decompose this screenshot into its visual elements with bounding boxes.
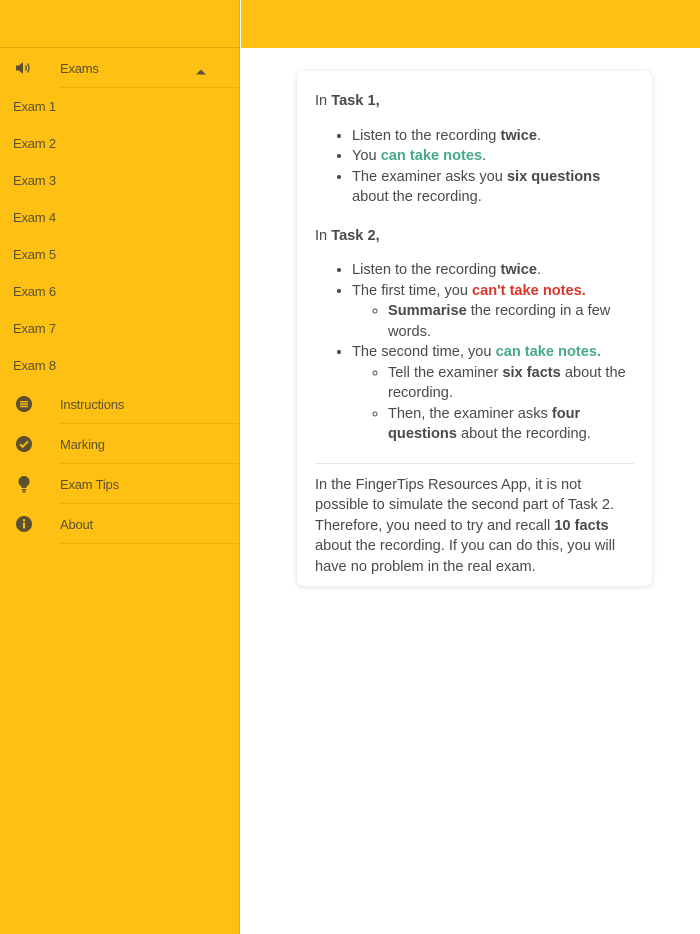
sidebar-item-exam-5[interactable]: Exam 5 [13,247,56,262]
sidebar-item-exam-1[interactable]: Exam 1 [13,99,56,114]
list-item: • The second time, you can take notes. ◦ Tell the examiner six facts about the recording. ◦ Then, the examiner asks four questions about the recording. [352,342,634,445]
caret-up-icon[interactable] [195,63,207,78]
task1-heading: In Task 1, [315,93,380,109]
sidebar-header [0,0,239,48]
app-note: In the FingerTips Resources App, it is not possible to simulate the second part of Task 2. Therefore, you need to try and recall 10 facts about the recording. If you can do this, you will have no problem in the real exam. [315,476,616,575]
list-item: • The first time, you can't take notes. ◦ Summarise the recording in a few words. [352,281,634,343]
sub-list [352,363,634,445]
sidebar-item-exams[interactable] [0,48,239,88]
instructions-card [297,71,652,586]
sidebar-item-label: Exams [60,60,99,76]
sidebar-item-marking[interactable] [0,424,239,464]
sidebar-item-exam-7[interactable]: Exam 7 [13,321,56,336]
list-item: • Listen to the recording twice. [352,260,634,281]
task2-list [315,260,634,445]
sidebar-item-about[interactable] [0,504,239,544]
speaker-icon [15,59,33,77]
sidebar [0,0,240,934]
task1-list [315,126,634,208]
list-item: ◦ Summarise the recording in a few words. [388,301,634,342]
task2-heading: In Task 2, [315,227,380,244]
sidebar-item-label: About [60,516,93,532]
sidebar-item-instructions[interactable] [0,384,239,424]
sidebar-item-exam-8[interactable]: Exam 8 [13,358,56,373]
divider [60,543,239,544]
sub-list [352,301,634,342]
top-app-bar [241,0,700,48]
divider [60,87,239,88]
sidebar-item-label: Exam Tips [60,476,119,492]
sidebar-item-label: Instructions [60,396,125,412]
lightbulb-icon [15,475,33,493]
list-item: • You can take notes. [352,146,634,167]
info-circle-icon [15,515,33,533]
sidebar-item-exam-tips[interactable] [0,464,239,504]
sidebar-item-exam-3[interactable]: Exam 3 [13,173,56,188]
list-circle-icon [15,395,33,413]
sidebar-item-exam-6[interactable]: Exam 6 [13,284,56,299]
list-item: ◦ Then, the examiner asks four questions about the recording. [388,404,634,445]
sidebar-item-exam-4[interactable]: Exam 4 [13,210,56,225]
check-circle-icon [15,435,33,453]
sidebar-item-exam-2[interactable]: Exam 2 [13,136,56,151]
sidebar-item-label: Marking [60,436,105,452]
card-divider [315,463,634,464]
list-item: • Listen to the recording twice. [352,126,634,147]
list-item: • The examiner asks you six questions about the recording. [352,167,634,208]
list-item: ◦ Tell the examiner six facts about the recording. [388,363,634,404]
